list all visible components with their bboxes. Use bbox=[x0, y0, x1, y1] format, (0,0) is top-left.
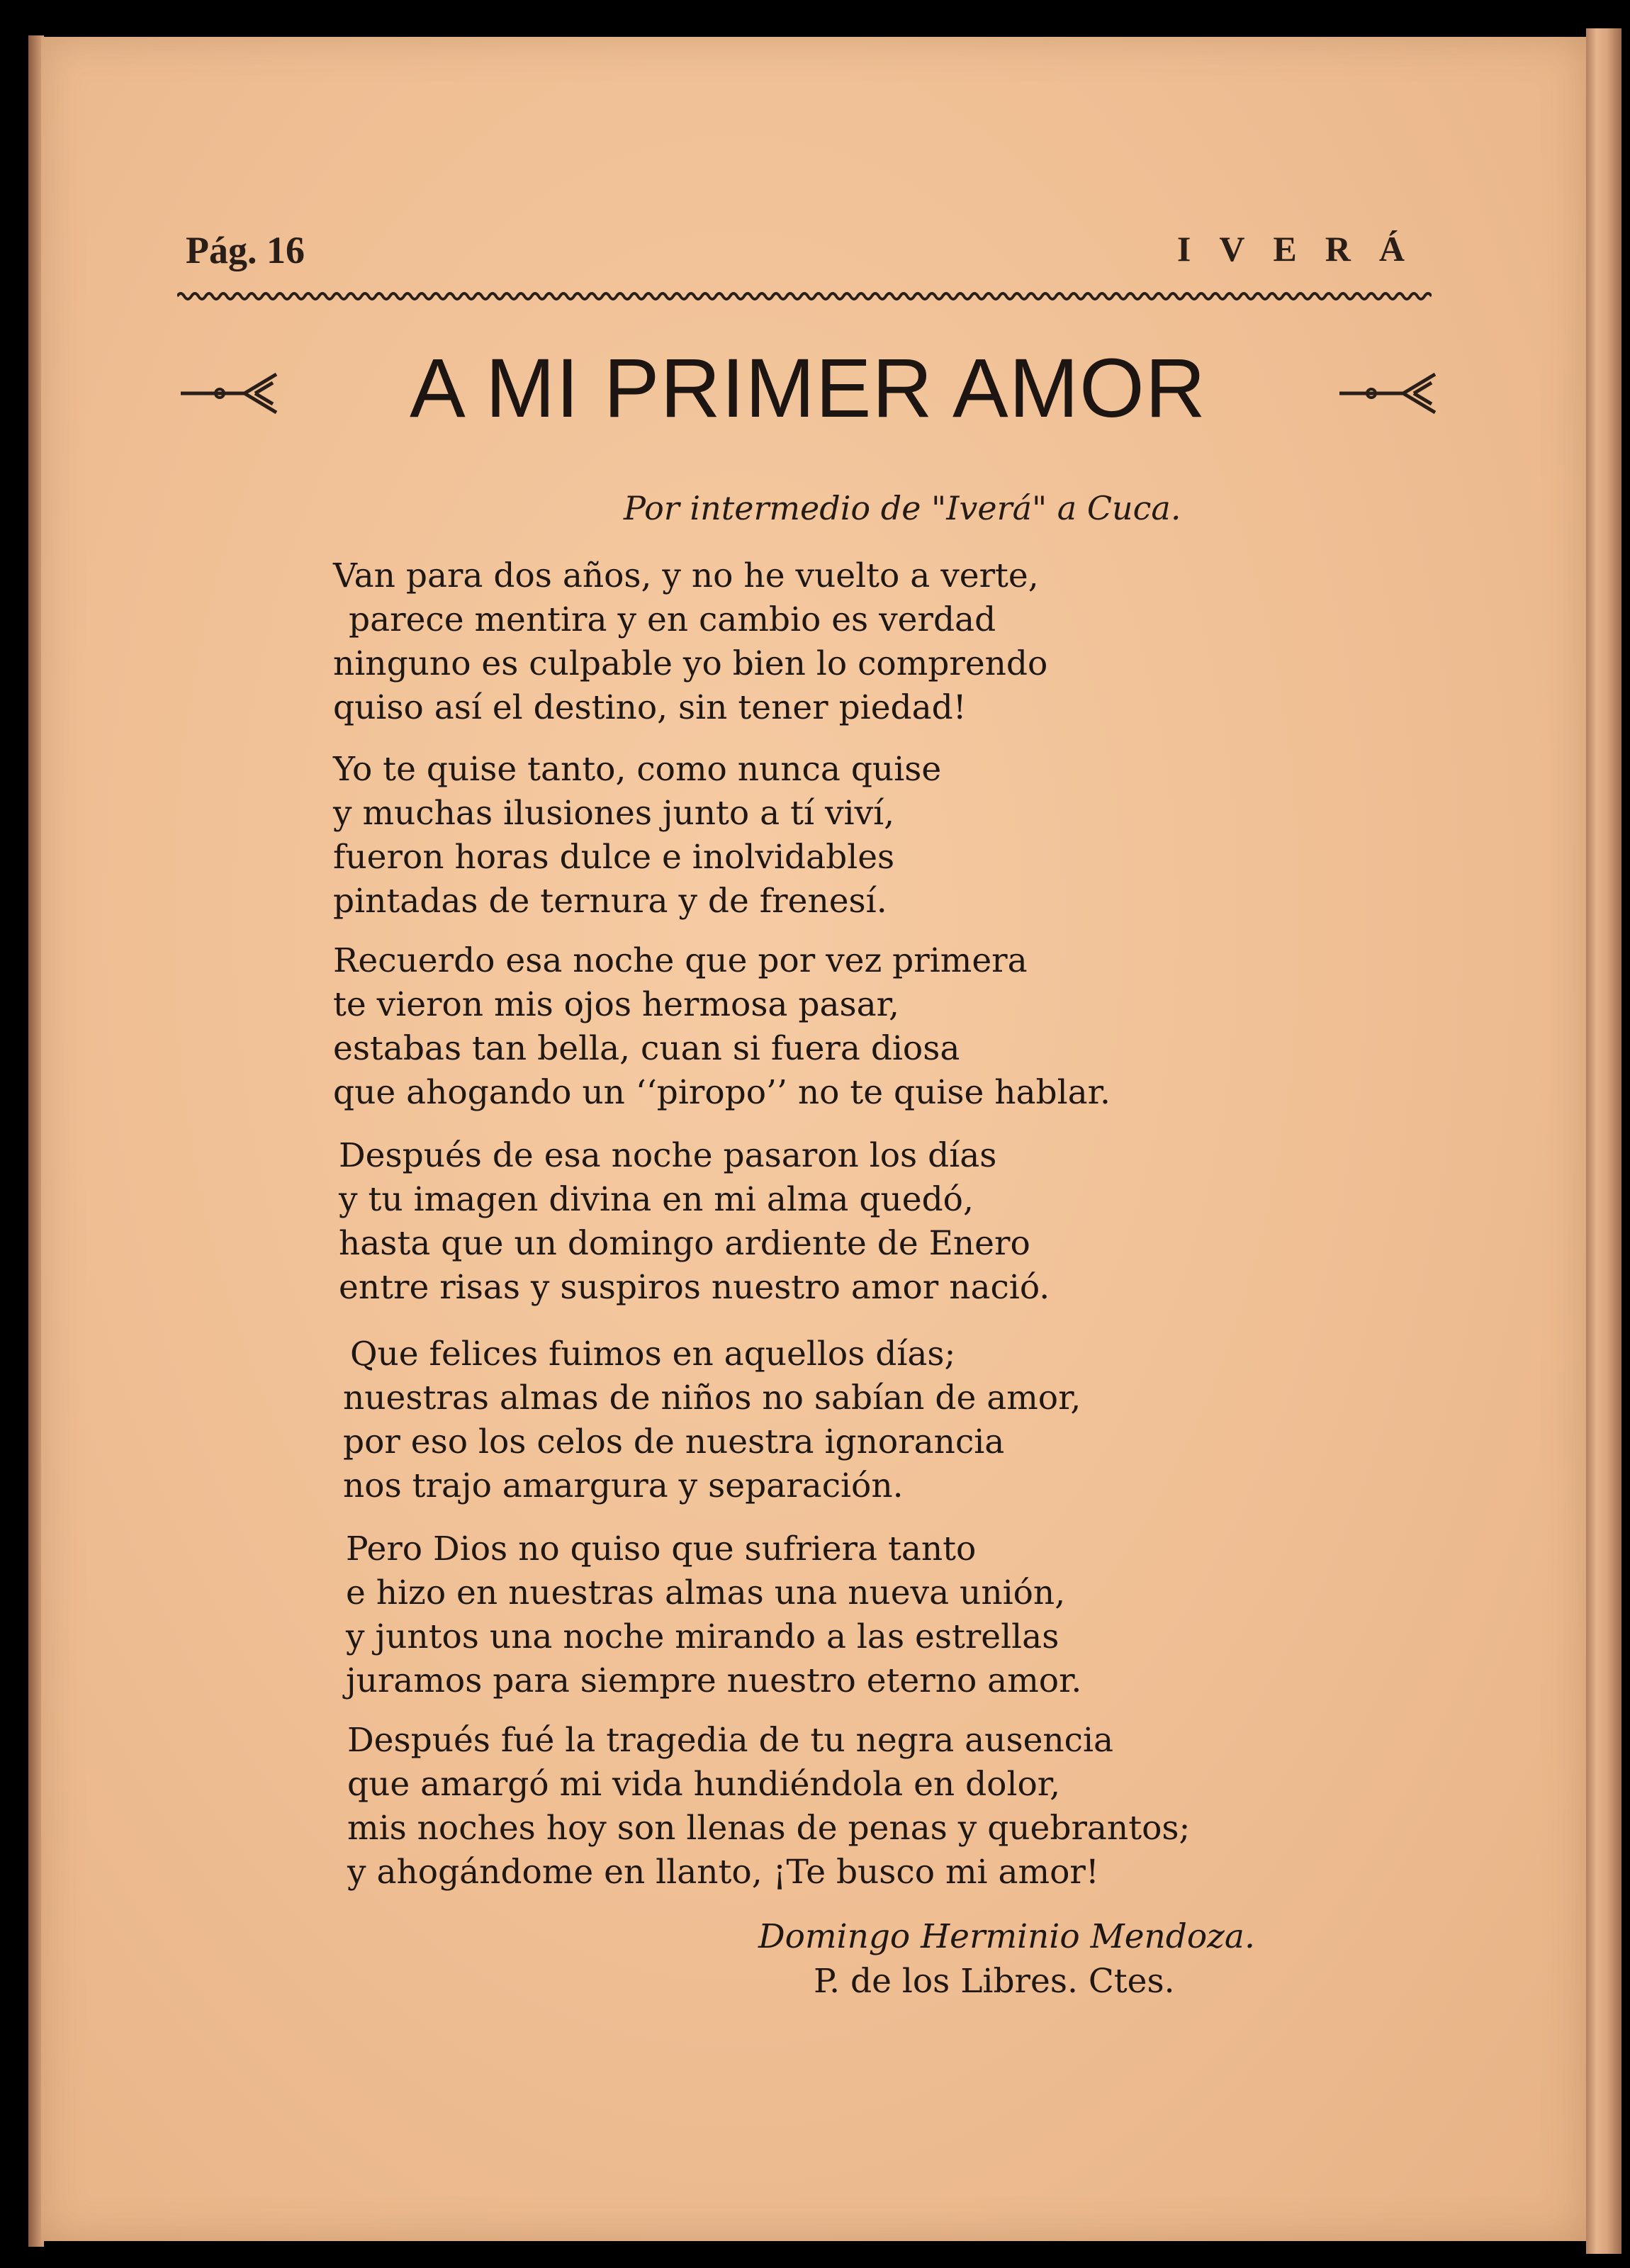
poem-line: por eso los celos de nuestra ignorancia bbox=[343, 1422, 1005, 1461]
poem-line: pintadas de ternura y de frenesí. bbox=[333, 882, 887, 921]
poem-line: juramos para siempre nuestro eterno amor. bbox=[346, 1661, 1082, 1700]
wavy-rule bbox=[177, 287, 1432, 305]
poem-line: y ahogándome en llanto, ¡Te busco mi amor! bbox=[347, 1853, 1099, 1892]
right-ornament-icon bbox=[1332, 369, 1439, 418]
poem-line: y juntos una noche mirando a las estrellas bbox=[346, 1617, 1060, 1656]
stanza-4 bbox=[339, 1134, 1050, 1310]
poem-line: Van para dos años, y no he vuelto a verte, bbox=[333, 556, 1039, 595]
page-number: Pág. 16 bbox=[186, 229, 305, 271]
poem-title: A MI PRIMER AMOR bbox=[409, 342, 1207, 435]
stanza-6 bbox=[346, 1527, 1081, 1703]
running-header bbox=[186, 228, 1433, 271]
poem-line: y tu imagen divina en mi alma quedó, bbox=[339, 1180, 974, 1219]
poem-line: Que felices fuimos en aquellos días; bbox=[350, 1335, 956, 1374]
poem-line: quiso así el destino, sin tener piedad! bbox=[333, 688, 967, 727]
poem-line: Pero Dios no quiso que sufriera tanto bbox=[346, 1529, 977, 1568]
poem-line: que ahogando un ‘‘piropo’’ no te quise hablar. bbox=[333, 1073, 1111, 1112]
stanza-7 bbox=[347, 1719, 1190, 1894]
dedication: Por intermedio de "Iverá" a Cuca. bbox=[624, 489, 1181, 527]
poem-line: te vieron mis ojos hermosa pasar, bbox=[333, 985, 899, 1024]
poem-line: nuestras almas de niños no sabían de amor, bbox=[343, 1379, 1081, 1418]
author-signature: Domingo Herminio Mendoza. bbox=[758, 1917, 1255, 1956]
magazine-name: IVERÁ bbox=[1176, 229, 1433, 269]
poem-line: parece mentira y en cambio es verdad bbox=[349, 600, 996, 639]
poem-line: nos trajo amargura y separación. bbox=[343, 1466, 904, 1505]
stanza-3 bbox=[333, 939, 1111, 1115]
title-row bbox=[177, 340, 1439, 447]
stanza-2 bbox=[333, 748, 941, 924]
author-place: P. de los Libres. Ctes. bbox=[814, 1962, 1175, 2001]
poem-line: y muchas ilusiones junto a tí viví, bbox=[333, 794, 895, 833]
page-edge bbox=[1586, 28, 1621, 2254]
poem-line: entre risas y suspiros nuestro amor nació. bbox=[339, 1268, 1050, 1307]
poem-line: estabas tan bella, cuan si fuera diosa bbox=[333, 1029, 960, 1068]
poem-line: Después de esa noche pasaron los días bbox=[339, 1136, 997, 1175]
poem-line: Después fué la tragedia de tu negra ausencia bbox=[347, 1721, 1114, 1760]
poem-line: mis noches hoy son llenas de penas y quebrantos; bbox=[347, 1809, 1191, 1848]
poem-line: hasta que un domingo ardiente de Enero bbox=[339, 1224, 1030, 1263]
stanza-5 bbox=[343, 1332, 1081, 1508]
poem-line: e hizo en nuestras almas una nueva unión, bbox=[346, 1573, 1066, 1612]
poem-line: Recuerdo esa noche que por vez primera bbox=[333, 941, 1028, 980]
poem-line: Yo te quise tanto, como nunca quise bbox=[333, 750, 942, 789]
poem-line: fueron horas dulce e inolvidables bbox=[333, 838, 895, 877]
stanza-1 bbox=[333, 554, 1047, 730]
poem-line: que amargó mi vida hundiéndola en dolor, bbox=[347, 1765, 1061, 1804]
poem-line: ninguno es culpable yo bien lo comprendo bbox=[333, 644, 1048, 683]
